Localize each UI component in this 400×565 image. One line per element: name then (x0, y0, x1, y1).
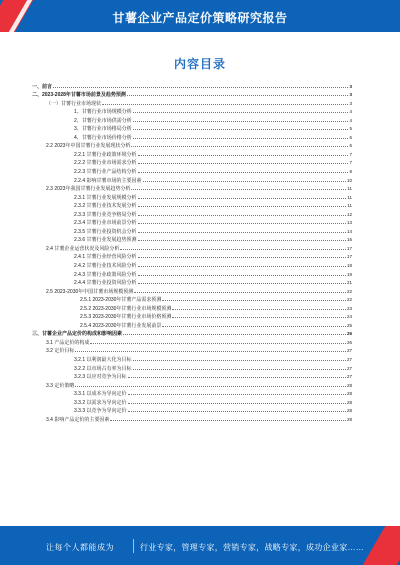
toc-entry[interactable] (32, 296, 352, 305)
toc-entry-label: 3.2.3 以应对竞争为目标 (74, 374, 127, 381)
toc-entry[interactable] (32, 261, 352, 270)
toc-leader-dots (162, 296, 346, 302)
toc-leader-dots (90, 338, 346, 344)
footer-red-stripe (363, 526, 400, 565)
toc-leader-dots (138, 167, 349, 173)
toc-entry-page: 22 (346, 297, 352, 303)
toc-entry-page: 10 (346, 177, 352, 183)
toc-leader-dots (133, 364, 346, 370)
toc-entry-label: 2.3.6 甘薯行业发展趋势预测 (74, 237, 137, 244)
table-of-contents (32, 82, 352, 424)
toc-entry[interactable] (32, 210, 352, 219)
toc-entry[interactable] (32, 287, 352, 296)
toc-leader-dots (143, 176, 346, 182)
toc-entry-label: 2.5.1 2023-2030年甘薯产品需求预测 (80, 297, 162, 304)
toc-leader-dots (133, 356, 346, 362)
toc-entry[interactable] (32, 99, 352, 108)
toc-leader-dots (138, 279, 346, 285)
toc-leader-dots (53, 82, 348, 88)
toc-entry-page: 16 (346, 237, 352, 243)
toc-entry-label: 2.3.3 甘薯行业竞争格局分析 (74, 211, 137, 218)
toc-entry[interactable] (32, 407, 352, 416)
toc-entry[interactable] (32, 193, 352, 202)
toc-leader-dots (123, 330, 346, 336)
toc-entry-label: 3.3.3 以竞争为导向定价 (74, 408, 127, 415)
toc-entry-label: 2.5 2023-2030年中国甘薯市场规模预测 (46, 288, 134, 295)
toc-entry-page: 27 (346, 365, 352, 371)
toc-leader-dots (138, 219, 346, 225)
toc-entry[interactable] (32, 150, 352, 159)
toc-entry-label: 2.5.4 2023-2030年甘薯行业发展前景 (80, 322, 162, 329)
toc-entry-label: 一、前言 (32, 83, 53, 90)
toc-entry-page: 8 (349, 168, 352, 174)
toc-entry-page: 3 (349, 100, 352, 106)
toc-entry-page: 6 (349, 134, 352, 140)
toc-entry[interactable] (32, 398, 352, 407)
toc-entry-page: 3 (349, 92, 352, 98)
toc-entry-label: 3、甘薯行业市场格局分析 (74, 126, 132, 133)
toc-entry[interactable] (32, 142, 352, 151)
toc-leader-dots (138, 227, 346, 233)
toc-entry-label: 3.2.1 以利润最大化为目标 (74, 357, 132, 363)
toc-leader-dots (162, 321, 346, 327)
toc-entry-label: （一）甘薯行业市场现状 (46, 100, 102, 107)
toc-leader-dots (138, 270, 346, 276)
toc-leader-dots (138, 202, 347, 208)
toc-entry-page: 11 (347, 203, 352, 209)
toc-leader-dots (120, 244, 346, 250)
toc-entry[interactable] (32, 159, 352, 168)
toc-entry[interactable] (32, 356, 352, 365)
toc-entry-label: 2.5.2 2023-2030年甘薯行业市场规模预测 (80, 305, 172, 312)
toc-leader-dots (75, 347, 346, 353)
toc-entry-page: 26 (346, 331, 352, 337)
toc-entry-label: 3.2 定价目标 (46, 348, 75, 355)
toc-entry-label: 2.3.5 甘薯行业投资机会分析 (74, 228, 137, 235)
report-footer (0, 526, 400, 565)
toc-entry[interactable] (32, 364, 352, 373)
toc-entry[interactable] (32, 244, 352, 253)
toc-title: 内容目录 (173, 57, 226, 71)
toc-entry[interactable] (32, 321, 352, 330)
toc-entry[interactable] (32, 270, 352, 279)
toc-leader-dots (75, 381, 346, 387)
toc-entry-page: 25 (346, 322, 352, 328)
toc-leader-dots (138, 159, 349, 165)
toc-leader-dots (128, 398, 346, 404)
toc-entry[interactable] (32, 116, 352, 125)
toc-entry-label: 3.3 定价策略 (46, 382, 75, 389)
toc-entry-page: 28 (346, 391, 352, 397)
toc-leader-dots (133, 108, 349, 114)
toc-entry-page: 27 (346, 348, 352, 354)
toc-entry-page: 28 (346, 416, 352, 422)
toc-entry-label: 3.1 产品定价的构成 (46, 339, 90, 346)
toc-entry-page: 13 (346, 220, 352, 226)
toc-entry-page: 14 (346, 228, 352, 234)
toc-entry[interactable] (32, 108, 352, 117)
toc-entry-label: 2.3.2 甘薯行业技术发展分析 (74, 203, 137, 210)
toc-leader-dots (128, 390, 346, 396)
toc-entry-label: 三、甘薯企业产品定价的构成和影响因素 (32, 331, 123, 338)
toc-entry-label: 2.4 甘薯企业运营状况及风险分析 (46, 245, 120, 252)
toc-entry[interactable] (32, 227, 352, 236)
toc-entry[interactable] (32, 338, 352, 347)
toc-entry-label: 2.2.3 甘薯行业产品结构分析 (74, 168, 137, 175)
toc-entry[interactable] (32, 133, 352, 142)
toc-leader-dots (138, 253, 346, 259)
toc-leader-dots (128, 407, 346, 413)
toc-entry[interactable] (32, 125, 352, 134)
toc-entry[interactable] (32, 347, 352, 356)
toc-entry-page: 23 (346, 305, 352, 311)
toc-entry-label: 3.3.1 以成本为导向定价 (74, 391, 127, 398)
toc-entry-label: 2.4.4 甘薯行业投资风险分析 (74, 280, 137, 287)
toc-entry-page: 26 (346, 339, 352, 345)
toc-entry-page: 11 (347, 194, 352, 200)
toc-entry-page: 7 (349, 160, 352, 166)
toc-entry-page: 28 (346, 399, 352, 405)
footer-divider (133, 539, 134, 553)
toc-entry[interactable] (32, 176, 352, 185)
toc-entry[interactable] (32, 236, 352, 245)
toc-entry-page: 22 (346, 288, 352, 294)
toc-leader-dots (127, 91, 349, 97)
toc-entry[interactable] (32, 185, 352, 194)
toc-leader-dots (102, 99, 348, 105)
toc-entry-label: 2.2.2 甘薯行业市场需求分析 (74, 160, 137, 167)
toc-leader-dots (110, 415, 346, 421)
toc-leader-dots (134, 287, 346, 293)
toc-entry-label: 4、甘薯行业市场价格分析 (74, 134, 132, 141)
toc-entry-page: 24 (346, 314, 352, 320)
toc-entry-label: 2.5.3 2023-2030年甘薯行业市场价格预测 (80, 314, 172, 321)
report-title: 甘薯企业产品定价策略研究报告 (112, 11, 288, 25)
toc-entry[interactable] (32, 253, 352, 262)
toc-entry-label: 2.4.1 甘薯行业经营风险分析 (74, 254, 137, 261)
report-header (0, 0, 400, 32)
toc-entry-page: 7 (349, 151, 352, 157)
toc-entry-label: 2.3.1 甘薯行业发展规模分析 (74, 194, 137, 201)
toc-entry-page: 4 (349, 117, 352, 123)
toc-leader-dots (133, 133, 349, 139)
toc-entry-page: 6 (349, 143, 352, 149)
toc-leader-dots (133, 125, 349, 131)
toc-entry-page: 4 (349, 109, 352, 115)
toc-leader-dots (128, 373, 346, 379)
toc-leader-dots (172, 313, 346, 319)
toc-leader-dots (131, 185, 346, 191)
toc-leader-dots (138, 261, 346, 267)
toc-entry[interactable] (32, 304, 352, 313)
footer-slogan: 让每个人都能成为 (46, 543, 114, 552)
toc-leader-dots (138, 236, 346, 242)
toc-entry-label: 2.4.3 甘薯行业政策风险分析 (74, 271, 137, 278)
toc-entry-label: 2.2 2023年中国甘薯行业发展现状分析 (46, 143, 131, 150)
toc-entry-label: 2.4.2 甘薯行业技术风险分析 (74, 262, 137, 269)
toc-entry[interactable] (32, 313, 352, 322)
toc-leader-dots (172, 304, 346, 310)
toc-entry-page: 19 (346, 271, 352, 277)
toc-entry[interactable] (32, 219, 352, 228)
toc-entry-label: 2.2.4 影响甘薯市场的主要因素 (74, 177, 142, 184)
toc-entry-label: 1、甘薯行业市场规模分析 (74, 109, 132, 116)
toc-entry-label: 2.2.1 甘薯行业政策环境分析 (74, 151, 137, 158)
toc-leader-dots (138, 150, 349, 156)
toc-entry[interactable] (32, 330, 352, 339)
toc-entry-label: 2.3 2023年我国甘薯行业发展趋势分析 (46, 186, 131, 193)
toc-entry[interactable] (32, 82, 352, 91)
toc-entry-label: 2、甘薯行业市场供需分析 (74, 117, 132, 124)
toc-entry-label: 二、2023-2028年甘薯市场前景及趋势预测 (32, 92, 126, 99)
toc-entry-page: 17 (346, 254, 352, 260)
toc-leader-dots (133, 116, 349, 122)
toc-entry-page: 11 (347, 186, 352, 192)
toc-entry[interactable] (32, 381, 352, 390)
toc-entry-page: 28 (346, 382, 352, 388)
toc-entry-page: 28 (346, 408, 352, 414)
toc-entry[interactable] (32, 373, 352, 382)
toc-entry-page: 5 (349, 126, 352, 132)
toc-entry-page: 17 (346, 245, 352, 251)
footer-roles: 行业专家，管理专家，营销专家，战略专家，成功企业家…… (140, 543, 365, 552)
toc-entry-label: 2.3.4 甘薯行业市场前景分析 (74, 220, 137, 227)
toc-leader-dots (131, 142, 348, 148)
toc-entry[interactable] (32, 91, 352, 100)
toc-entry[interactable] (32, 415, 352, 424)
toc-leader-dots (138, 193, 347, 199)
toc-entry-page: 12 (346, 211, 352, 217)
toc-entry[interactable] (32, 390, 352, 399)
toc-entry-label: 3.2.2 以市场占有率为目标 (74, 365, 132, 372)
toc-entry[interactable] (32, 202, 352, 211)
toc-entry-page: 3 (349, 83, 352, 89)
toc-leader-dots (138, 210, 346, 216)
toc-entry-label: 3.3.2 以需求为导向定价 (74, 399, 127, 406)
toc-entry[interactable] (32, 279, 352, 288)
toc-entry-page: 18 (346, 262, 352, 268)
toc-entry-label: 3.4 影响产品定价的主要因素 (46, 416, 110, 423)
toc-entry-page: 27 (346, 357, 352, 362)
toc-entry-page: 21 (346, 280, 352, 286)
toc-entry[interactable] (32, 167, 352, 176)
toc-entry-page: 27 (346, 374, 352, 380)
